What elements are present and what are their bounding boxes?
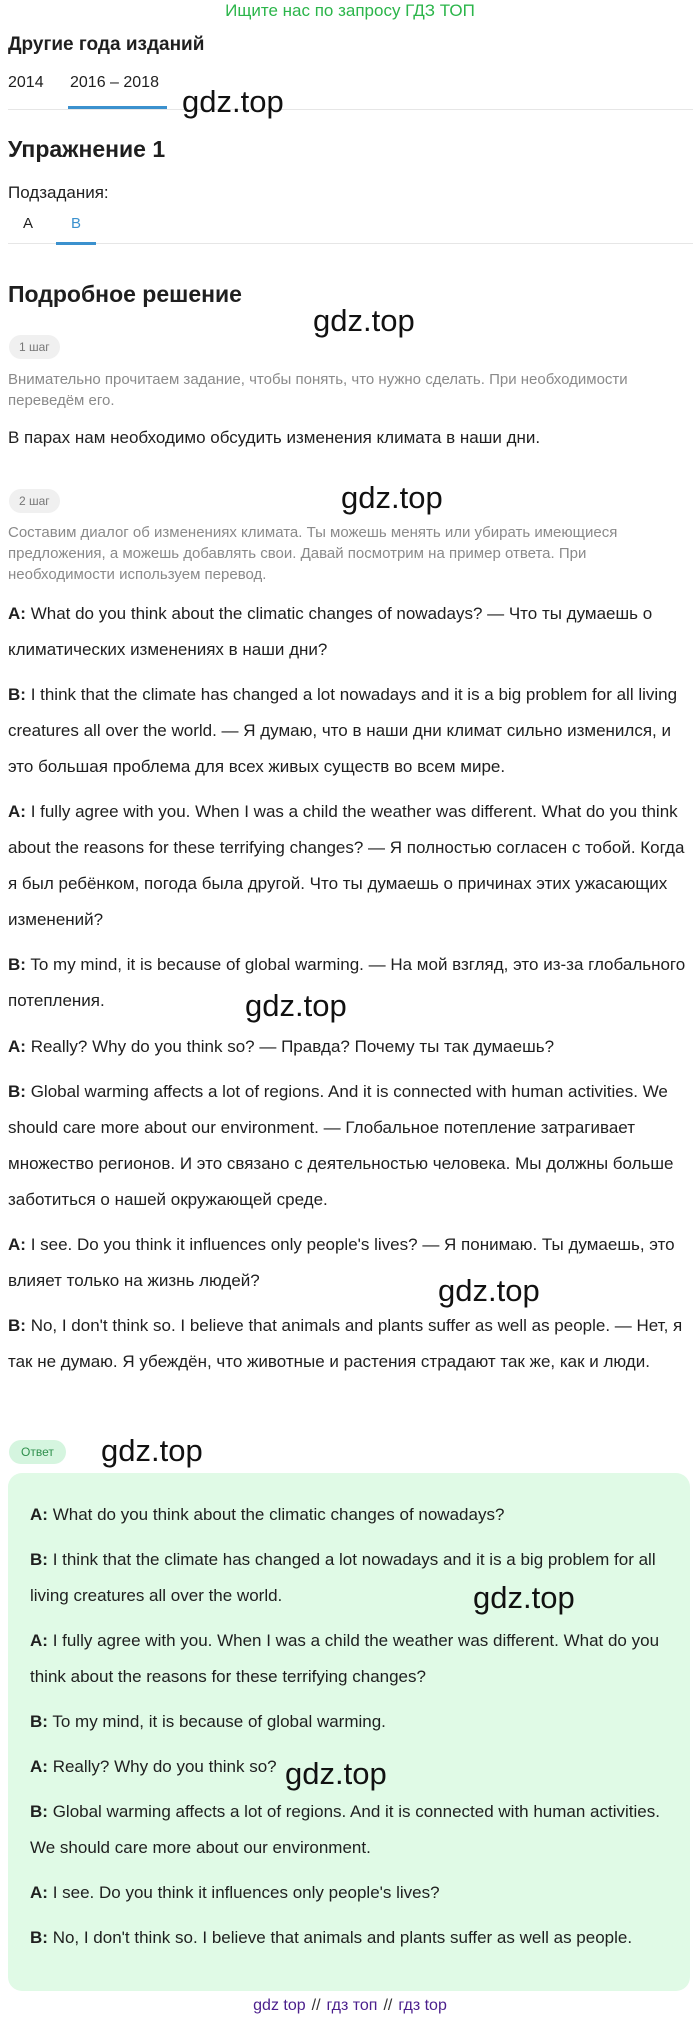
- subtasks-label: Подзадания:: [8, 183, 109, 202]
- exercise-title: Упражнение 1: [8, 136, 166, 162]
- step-badge: 2 шаг: [9, 489, 60, 513]
- watermark: gdz.top: [438, 1273, 540, 1308]
- answer-text: Global warming affects a lot of regions. And it is connected with human activities. We should care more about our environment.: [30, 1802, 660, 1857]
- speaker-label: B: [8, 1082, 21, 1101]
- step-badge: 1 шаг: [9, 335, 60, 359]
- speaker-label: A: [30, 1883, 43, 1902]
- footer-links: [0, 1994, 700, 2018]
- answer-line: B: Global warming affects a lot of regions. And it is connected with human activities. We should care more about our environment.: [30, 1802, 660, 1857]
- speaker-label: B: [8, 685, 21, 704]
- answer-text: Really? Why do you think so?: [52, 1757, 277, 1776]
- answer-line: A: I see. Do you think it influences only people's lives?: [30, 1883, 440, 1902]
- speaker-label: B: [8, 1316, 21, 1335]
- subtask-tabs: [8, 214, 693, 244]
- dialog-line: B: Global warming affects a lot of regions. And it is connected with human activities. We should care more about our environment. — Глобальное потепление затрагивает множество регионов. И это связано с деятельностью человека. Мы должны больше заботиться о нашей окружающей среде.: [8, 1082, 674, 1209]
- answer-text: No, I don't think so. I believe that animals and plants suffer as well as people.: [52, 1928, 633, 1947]
- answer-line: B: To my mind, it is because of global warming.: [30, 1712, 386, 1731]
- speaker-label: A: [30, 1631, 43, 1650]
- footer-separator: //: [383, 1997, 393, 2014]
- dialog-line: B: To my mind, it is because of global warming. — На мой взгляд, это из-за глобального потепления.: [8, 955, 686, 1010]
- other-editions-title: Другие года изданий: [8, 34, 205, 55]
- speaker-label: A: [8, 1235, 21, 1254]
- solution-title: Подробное решение: [8, 281, 242, 307]
- speaker-label: A: [8, 604, 21, 623]
- dialog-line: A: Really? Why do you think so? — Правда? Почему ты так думаешь?: [8, 1037, 555, 1056]
- dialog-line: A: What do you think about the climatic changes of nowadays? — Что ты думаешь о климатических изменениях в наши дни?: [8, 604, 653, 659]
- answer-line: B: I think that the climate has changed a lot nowadays and it is a big problem for all living creatures all over the world.: [30, 1550, 656, 1605]
- answer-line: A: What do you think about the climatic changes of nowadays?: [30, 1505, 505, 1524]
- speaker-label: A: [30, 1757, 43, 1776]
- answer-text: I think that the climate has changed a lot nowadays and it is a big problem for all living creatures all over the world.: [30, 1550, 656, 1605]
- dialog-text: No, I don't think so. I believe that animals and plants suffer as well as people. — Нет, я так не думаю. Я убеждён, что животные и растения страдают так же, как и люди.: [8, 1316, 683, 1371]
- watermark: gdz.top: [341, 480, 443, 515]
- dialog-text: I see. Do you think it influences only people's lives? — Я понимаю. Ты думаешь, это влияет только на жизнь людей?: [8, 1235, 675, 1290]
- watermark: gdz.top: [473, 1580, 575, 1615]
- tab-year-2014[interactable]: 2014: [8, 74, 44, 91]
- step-text: В парах нам необходимо обсудить изменения климата в наши дни.: [8, 428, 541, 447]
- footer-link-gdz-top-mixed[interactable]: гдз top: [398, 1997, 447, 2014]
- answer-text: I fully agree with you. When I was a child the weather was different. What do you think about the reasons for these terrifying changes?: [30, 1631, 660, 1686]
- dialog-text: Really? Why do you think so? — Правда? Почему ты так думаешь?: [30, 1037, 555, 1056]
- watermark: gdz.top: [313, 303, 415, 338]
- watermark: gdz.top: [182, 84, 284, 119]
- speaker-label: A: [8, 1037, 21, 1056]
- watermark: gdz.top: [101, 1433, 203, 1468]
- answer-text: What do you think about the climatic changes of nowadays?: [52, 1505, 505, 1524]
- step-hint: Составим диалог об изменениях климата. Ты можешь менять или убирать имеющиеся предложения, а можешь добавлять свои. Давай посмотрим на пример ответа. При необходимости используем перевод.: [8, 524, 618, 583]
- dialog-text: I fully agree with you. When I was a child the weather was different. What do you think about the reasons for these terrifying changes? — Я полностью согласен с тобой. Когда я был ребёнком, погода была другой. Что ты думаешь о причинах этих ужасающих изменений?: [8, 802, 685, 929]
- subtask-tab-a[interactable]: A: [22, 215, 33, 232]
- speaker-label: B: [30, 1712, 43, 1731]
- dialog-line: A: I fully agree with you. When I was a child the weather was different. What do you think about the reasons for these terrifying changes? — Я полностью согласен с тобой. Когда я был ребёнком, погода была другой. Что ты думаешь о причинах этих ужасающих изменений?: [8, 802, 685, 929]
- tab-year-2016-2018[interactable]: 2016 – 2018: [70, 72, 159, 94]
- footer-link-gdz-top-ru[interactable]: гдз топ: [326, 1997, 378, 2014]
- speaker-label: B: [8, 955, 21, 974]
- dialog-line: B: No, I don't think so. I believe that animals and plants suffer as well as people. — Нет, я так не думаю. Я убеждён, что животные и растения страдают так же, как и люди.: [8, 1316, 683, 1371]
- speaker-label: A: [8, 802, 21, 821]
- dialog-text: I think that the climate has changed a lot nowadays and it is a big problem for all living creatures all over the world. — Я думаю, что в наши дни климат сильно изменился, и это большая проблема для всех живых существ во всем мире.: [8, 685, 678, 776]
- speaker-label: B: [30, 1550, 43, 1569]
- dialog-line: B: I think that the climate has changed a lot nowadays and it is a big problem for all living creatures all over the world. — Я думаю, что в наши дни климат сильно изменился, и это большая проблема для всех живых существ во всем мире.: [8, 685, 678, 776]
- answer-text: To my mind, it is because of global warming.: [52, 1712, 386, 1731]
- dialog-text: To my mind, it is because of global warming. — На мой взгляд, это из-за глобального потепления.: [8, 955, 686, 1010]
- footer-separator: //: [311, 1997, 321, 2014]
- watermark: gdz.top: [285, 1756, 387, 1791]
- search-banner: Ищите нас по запросу ГДЗ ТОП: [225, 1, 475, 20]
- subtask-tab-b[interactable]: B: [56, 214, 96, 234]
- edition-year-tabs: [8, 72, 693, 110]
- dialog-text: What do you think about the climatic changes of nowadays? — Что ты думаешь о климатических изменениях в наши дни?: [8, 604, 653, 659]
- dialog-text: Global warming affects a lot of regions. And it is connected with human activities. We should care more about our environment. — Глобальное потепление затрагивает множество регионов. И это связано с деятельностью человека. Мы должны больше заботиться о нашей окружающей среде.: [8, 1082, 674, 1209]
- answer-line: A: Really? Why do you think so?: [30, 1757, 277, 1776]
- watermark: gdz.top: [245, 988, 347, 1023]
- speaker-label: A: [30, 1505, 43, 1524]
- answer-text: I see. Do you think it influences only people's lives?: [52, 1883, 440, 1902]
- step-hint: Внимательно прочитаем задание, чтобы понять, что нужно сделать. При необходимости переведём его.: [8, 371, 628, 409]
- footer-link-gdz-top[interactable]: gdz top: [253, 1997, 306, 2014]
- answer-line: B: No, I don't think so. I believe that animals and plants suffer as well as people.: [30, 1928, 633, 1947]
- dialog-line: A: I see. Do you think it influences only people's lives? — Я понимаю. Ты думаешь, это влияет только на жизнь людей?: [8, 1235, 675, 1290]
- speaker-label: B: [30, 1928, 43, 1947]
- answer-badge: Ответ: [9, 1440, 66, 1464]
- answer-line: A: I fully agree with you. When I was a child the weather was different. What do you think about the reasons for these terrifying changes?: [30, 1631, 660, 1686]
- speaker-label: B: [30, 1802, 43, 1821]
